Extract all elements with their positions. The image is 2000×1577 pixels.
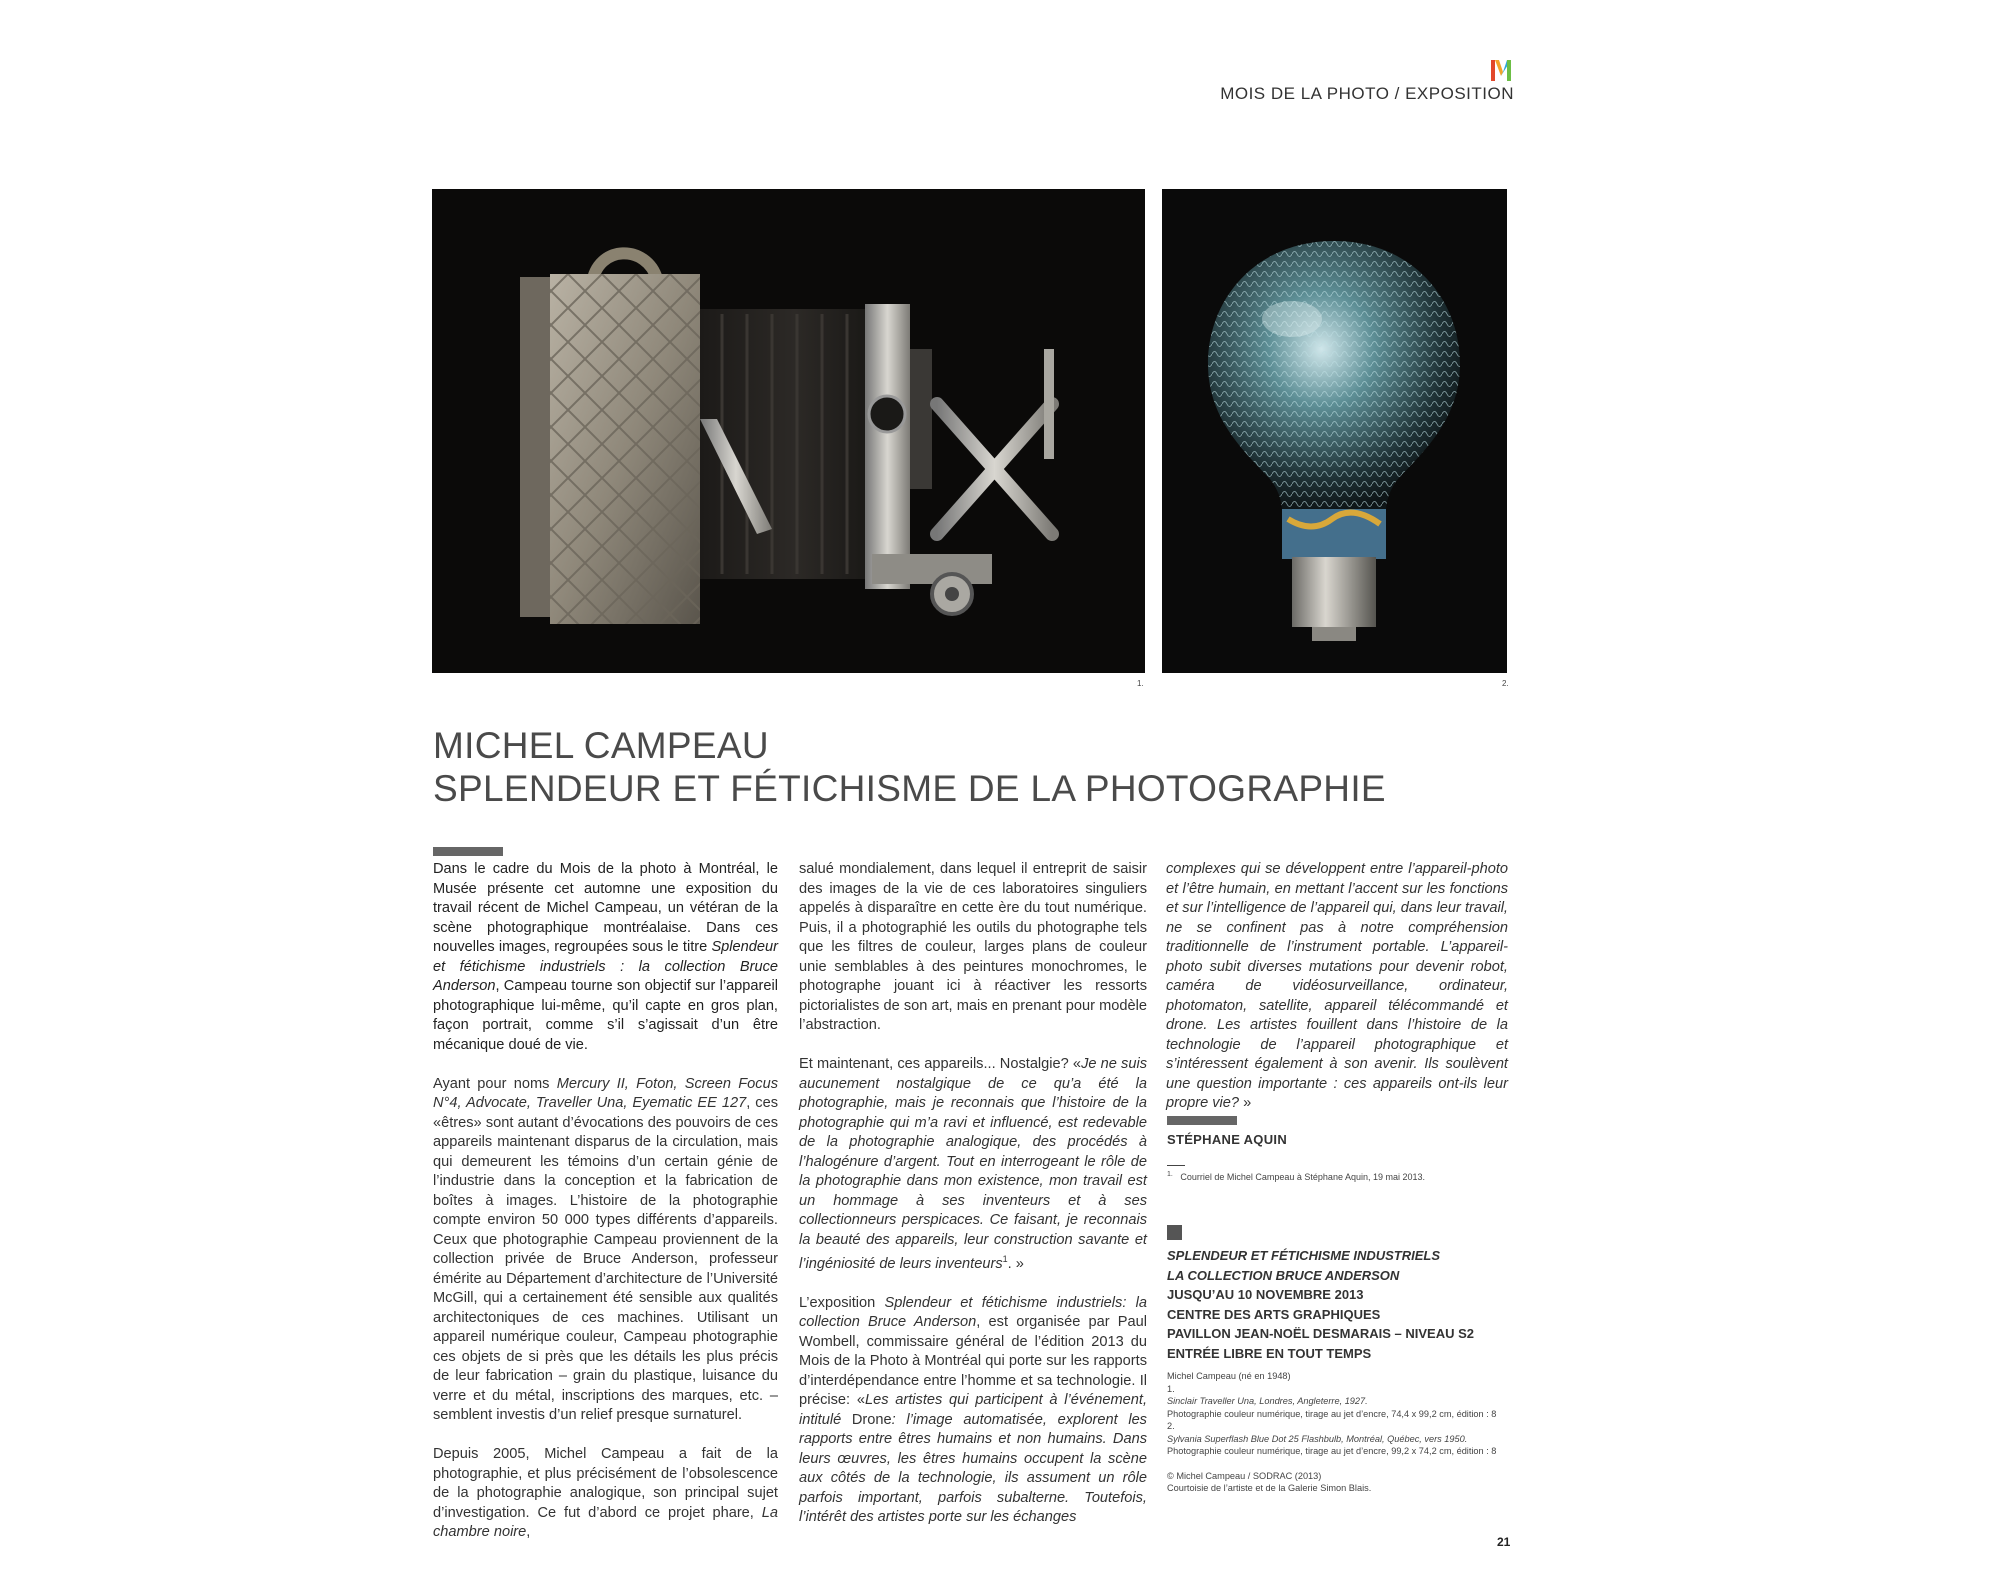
article-title-artist: MICHEL CAMPEAU bbox=[433, 725, 769, 766]
photo-flashbulb bbox=[1162, 189, 1507, 673]
author-name: STÉPHANE AQUIN bbox=[1167, 1132, 1288, 1147]
article-column-2 bbox=[799, 860, 1147, 1547]
folding-camera-illustration bbox=[432, 189, 1145, 673]
footnote: $^{1.}$ Courriel de Michel Campeau à Stéphane Aquin, 19 mai 2013. bbox=[1167, 1171, 1426, 1182]
decorative-square bbox=[1167, 1225, 1182, 1240]
paragraph: Depuis 2005, Michel Campeau a fait de la photographie, et plus précisément de l’obsolescence de la photographie analogique, son principal sujet d’investigation. Ce fut d’abord ce projet phare, La chambre noire, bbox=[433, 1446, 778, 1540]
exhibition-title: SPLENDEUR ET FÉTICHISME INDUSTRIELS bbox=[1167, 1248, 1441, 1263]
paragraph: complexes qui se développent entre l’appareil-photo et l’être humain, en mettant l’accent sur les fonctions et sur l’intelligence de l’appareil qui, dans leur travail, ne se confinent pas à notre compréhension traditionnelle de l’instrument portable. L’appareil-photo subit diverses mutations pour devenir robot, caméra de vidéosurveillance, ordinateur, photomaton, satellite, appareil télécommandé et drone. Les artistes fouillent dans l’histoire de la technologie de l’appareil photographique et s’intéressent également à son avenir. Ils soulèvent une question importante : ces appareils ont-ils leur propre vie? » bbox=[1166, 861, 1508, 1111]
article-title-subtitle: SPLENDEUR ET FÉTICHISME DE LA PHOTOGRAPHIE bbox=[433, 768, 1386, 809]
credit-artist: Michel Campeau (né en 1948) bbox=[1167, 1371, 1291, 1381]
photo-folding-camera bbox=[432, 189, 1145, 673]
credit-courtesy: Courtoisie de l’artiste et de la Galerie Simon Blais. bbox=[1167, 1483, 1372, 1493]
paragraph: L’exposition Splendeur et fétichisme industriels: la collection Bruce Anderson, est organisée par Paul Wombell, commissaire général de l’édition 2013 du Mois de la Photo à Montréal qui porte sur les rapports d’interdépendance entre l’homme et sa technologie. Il précise: «Les artistes qui participent à l’événement, intitulé Drone: l’image automatisée, explorent les rapports entre êtres humains et non humains. Dans leurs œuvres, les êtres humains occupent la scène aux côtés de la technologie, ils assument un rôle parfois important, parfois subalterne. Toutefois, l’intérêt des artistes porte sur les échanges bbox=[799, 1294, 1147, 1526]
decorative-bar bbox=[1167, 1116, 1237, 1125]
paragraph: salué mondialement, dans lequel il entreprit de saisir des images de la vie de ces laboratoires singuliers appelés à disparaître en cette ère du tout numérique. Puis, il a photographié les outils du photographe tels que les filtres de couleur, larges plans de couleur unie semblables à des peintures monochromes, le photographe jouant ici à réactiver les ressorts pictorialistes de son art, mais en prenant pour modèle l’abstraction. bbox=[799, 861, 1147, 1033]
exhibition-dates: JUSQU’AU 10 NOVEMBRE 2013 bbox=[1167, 1287, 1364, 1302]
credit-work-desc: Photographie couleur numérique, tirage au jet d’encre, 99,2 x 74,2 cm, édition : 8 bbox=[1167, 1446, 1497, 1456]
footnote-ref: 1 bbox=[1002, 1254, 1008, 1264]
exhibition-venue: CENTRE DES ARTS GRAPHIQUES bbox=[1167, 1306, 1381, 1322]
section-label: MOIS DE LA PHOTO / EXPOSITION bbox=[1220, 84, 1514, 103]
article-column-3 bbox=[1166, 860, 1508, 1133]
exhibition-admission: ENTRÉE LIBRE EN TOUT TEMPS bbox=[1167, 1345, 1372, 1361]
footnote-rule bbox=[1167, 1165, 1185, 1166]
lead-paragraph: Dans le cadre du Mois de la photo à Montréal, le Musée présente cet automne une exposition du travail récent de Michel Campeau, un vétéran de la scène photographique montréalaise. Dans ces nouvelles images, regroupées sous le titre Splendeur et fétichisme industriels : la collection Bruce Anderson, Campeau tourne son objectif sur l’appareil photographique lui-même, qu’il capte en gros plan, façon portrait, comme s’il s’agissait d’un être mécanique doué de vie. bbox=[433, 861, 778, 1053]
exhibition-info bbox=[1167, 1246, 1474, 1363]
credit-work-desc: Photographie couleur numérique, tirage au jet d’encre, 74,4 x 99,2 cm, édition : 8 bbox=[1167, 1408, 1497, 1419]
page-number: 21 bbox=[1497, 1535, 1511, 1549]
credit-number: 2. bbox=[1167, 1421, 1175, 1431]
article-column-1 bbox=[433, 860, 778, 1562]
credit-work-title: Sinclair Traveller Una, Londres, Angleterre, 1927. bbox=[1167, 1396, 1368, 1406]
paragraph: Ayant pour noms Mercury II, Foton, Screen Focus N°4, Advocate, Traveller Una, Eyematic EE 127, ces «êtres» sont autant d’évocations des pouvoirs de ces appareils maintenant disparus de la circulation, mais qui demeurent les témoins d’un certain génie de l’industrie dans la conception et la fabrication de boîtes à images. L’histoire de la photographie compte environ 50 000 types différents d’appareils. Ceux que photographie Campeau proviennent de la collection privée de Bruce Anderson, professeur émérite au Département d’architecture de l’Université McGill, qui a certainement été sensible aux qualités architectoniques de ces machines. Utilisant un appareil numérique couleur, Campeau photographie ces objets de si près que les détails les plus précis de leur fabrication – grain du plastique, luisance du verre et du métal, inscriptions des marques, etc. – semblent investis d’un relief presque surnaturel. bbox=[433, 1075, 778, 1423]
photo-caption-number: 2. bbox=[1502, 679, 1509, 688]
credit-work-title: Sylvania Superflash Blue Dot 25 Flashbulb, Montréal, Québec, vers 1950. bbox=[1167, 1433, 1468, 1444]
magazine-logo-icon bbox=[1490, 58, 1512, 82]
exhibition-pavilion: PAVILLON JEAN-NOËL DESMARAIS – NIVEAU S2 bbox=[1167, 1326, 1474, 1341]
paragraph: Et maintenant, ces appareils... Nostalgie? «Je ne suis aucunement nostalgique de ce qu’a été la photographie, mais je reconnais que l’histoire de la photographie qui m’a ravi et influencé, est redevable de la photographie analogique, des procédés à l’halogénure d’argent. Tout en interrogeant le rôle de la photographie dans mon existence, mon travail est un hommage à ses inventeurs et à ses collectionneurs perspicaces. Ce faisant, je reconnais la beauté des appareils, leur construction savante et l’ingéniosité de leurs inventeurs$^1$. » bbox=[799, 1056, 1147, 1272]
decorative-bar bbox=[433, 847, 503, 856]
credit-number: 1. bbox=[1167, 1383, 1175, 1394]
exhibition-subtitle: LA COLLECTION BRUCE ANDERSON bbox=[1167, 1267, 1400, 1283]
credit-copyright: © Michel Campeau / SODRAC (2013) bbox=[1167, 1470, 1322, 1481]
photo-caption-number: 1. bbox=[1137, 679, 1144, 688]
photo-credits bbox=[1167, 1370, 1496, 1495]
flashbulb-illustration bbox=[1162, 189, 1507, 673]
spacer bbox=[1167, 1458, 1496, 1470]
